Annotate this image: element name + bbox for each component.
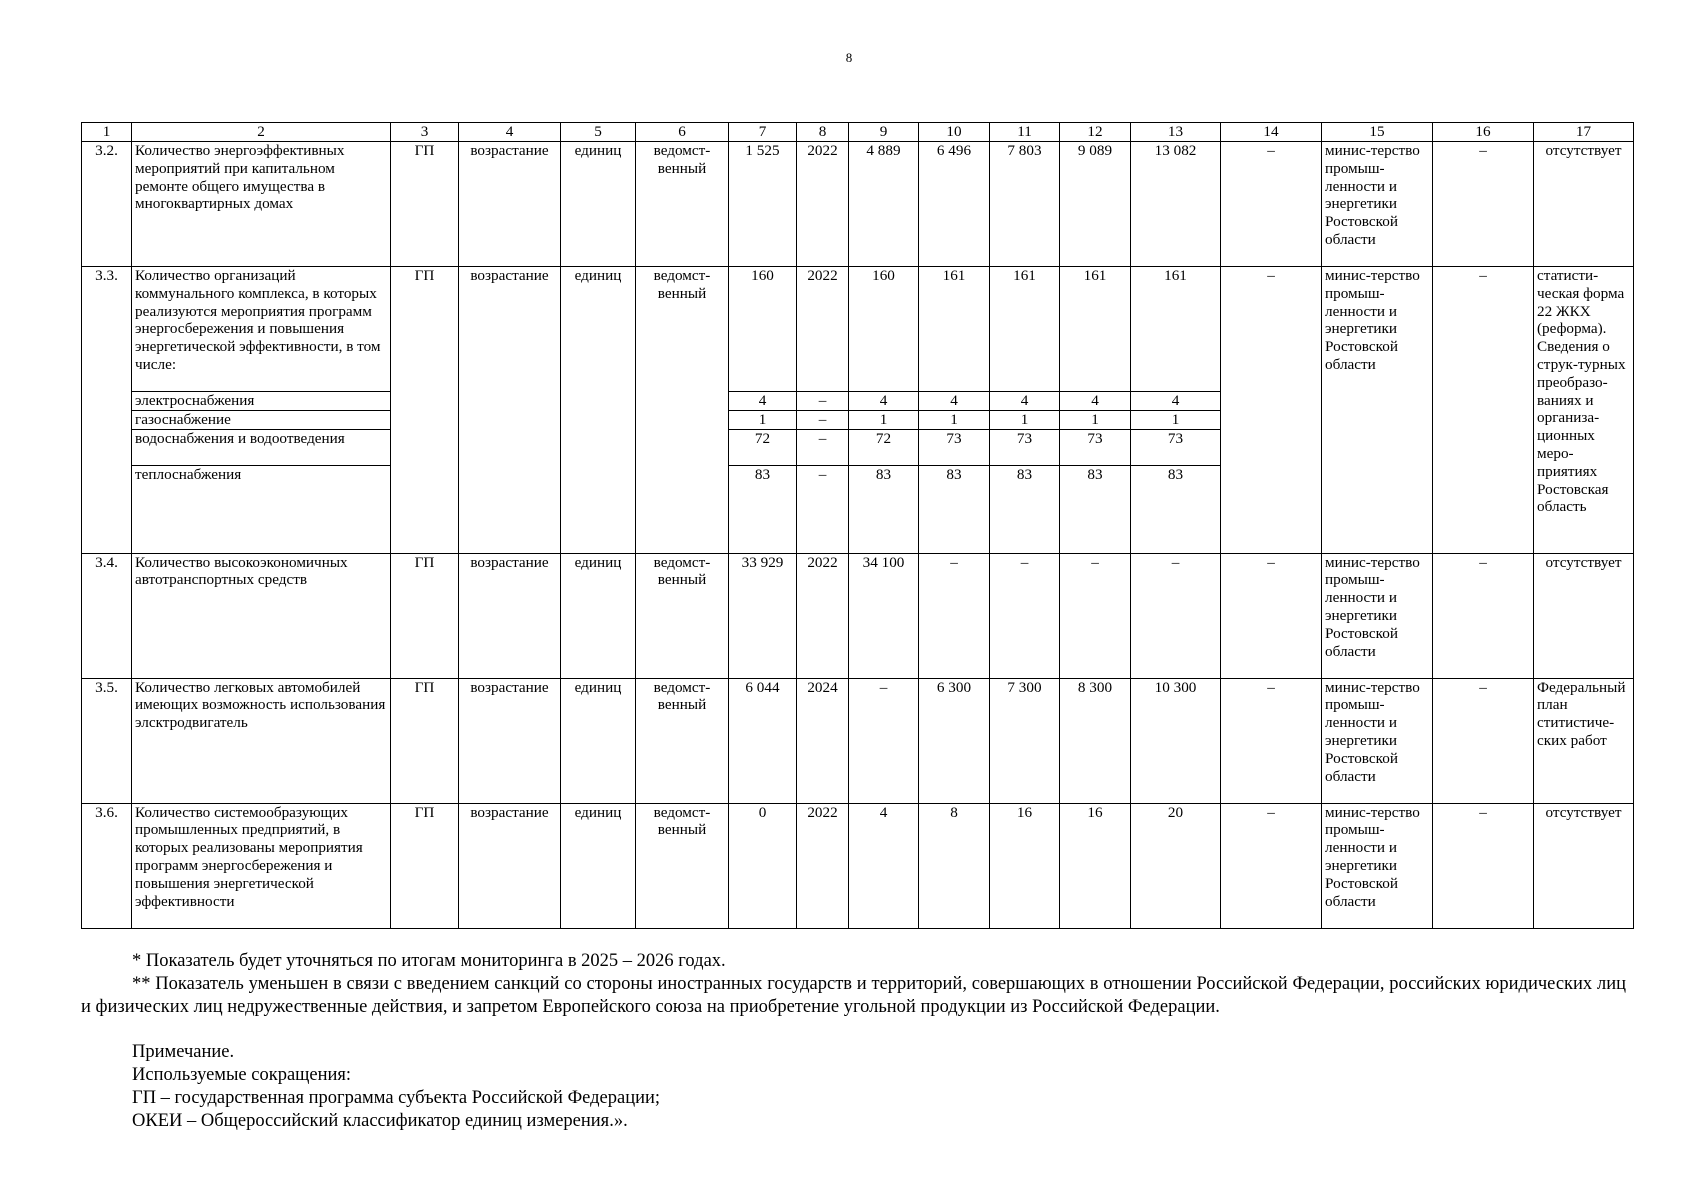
value-cell: 16 — [990, 803, 1060, 928]
column-header: 2 — [132, 123, 391, 142]
trend-cell: возрастание — [459, 267, 561, 554]
responsible-cell: минис-терство промыш-ленности и энергетики Ростовской области — [1322, 267, 1433, 554]
abbreviation-okei: ОКЕИ – Общероссийский классификатор единиц измерения.». — [132, 1111, 628, 1131]
value-cell: 7 803 — [990, 142, 1060, 267]
column-header: 16 — [1433, 123, 1534, 142]
value-cell: 4 889 — [849, 142, 919, 267]
base-value-cell: 0 — [729, 803, 797, 928]
base-value-cell: 6 044 — [729, 678, 797, 803]
level-cell: ГП — [391, 267, 459, 554]
value-cell: 1 — [729, 410, 797, 429]
column-header: 5 — [561, 123, 636, 142]
value-cell: – — [1221, 553, 1322, 678]
unit-cell: единиц — [561, 553, 636, 678]
value-cell: – — [797, 392, 849, 411]
value-cell: 4 — [1060, 392, 1131, 411]
level-cell: ГП — [391, 142, 459, 267]
responsible-cell: минис-терство промыш-ленности и энергетики Ростовской области — [1322, 142, 1433, 267]
value-cell: 1 — [1131, 410, 1221, 429]
remark-title: Примечание. — [132, 1042, 235, 1062]
table-row — [82, 803, 1634, 928]
indicator-name: Количество высокоэкономичных автотранспортных средств — [132, 553, 391, 678]
source-cell: отсутствует — [1534, 553, 1634, 678]
footnote-1: * Показатель будет уточняться по итогам мониторинга в 2025 – 2026 годах. — [132, 951, 726, 971]
subindicator-name: теплоснабжения — [132, 465, 391, 553]
table-row — [82, 142, 1634, 267]
unit-cell: единиц — [561, 678, 636, 803]
value-cell: 83 — [1060, 465, 1131, 553]
value-cell: 4 — [849, 392, 919, 411]
indicator-name: Количество системообразующих промышленных предприятий, в которых реализованы мероприятия программ энергосбережения и повышения энергетической эффективности — [132, 803, 391, 928]
abbreviations-title: Используемые сокращения: — [132, 1065, 352, 1085]
base-year-cell: 2022 — [797, 553, 849, 678]
value-cell: 13 082 — [1131, 142, 1221, 267]
column-header: 12 — [1060, 123, 1131, 142]
column-header: 15 — [1322, 123, 1433, 142]
value-cell: 4 — [1131, 392, 1221, 411]
table-header-row — [82, 123, 1634, 142]
responsible-cell: минис-терство промыш-ленности и энергетики Ростовской области — [1322, 678, 1433, 803]
value-cell: – — [797, 410, 849, 429]
value-cell: 72 — [849, 429, 919, 465]
value-cell: 1 — [990, 410, 1060, 429]
value-cell: 73 — [1131, 429, 1221, 465]
indicator-name: Количество легковых автомобилей имеющих возможность использования элсктродвигатель — [132, 678, 391, 803]
value-cell: 8 300 — [1060, 678, 1131, 803]
type-cell: ведомст-венный — [636, 678, 729, 803]
value-cell: 160 — [849, 267, 919, 392]
value-cell: 8 — [919, 803, 990, 928]
subindicator-name: газоснабжение — [132, 410, 391, 429]
value-cell: 161 — [1060, 267, 1131, 392]
table-row — [82, 678, 1634, 803]
link-cell: – — [1433, 553, 1534, 678]
footnotes — [81, 950, 1626, 1019]
value-cell: – — [797, 465, 849, 553]
column-header: 1 — [82, 123, 132, 142]
column-header: 7 — [729, 123, 797, 142]
footnote-2: ** Показатель уменьшен в связи с введением санкций со стороны иностранных государств и территорий, совершающих в отношении Российской Федерации, российских юридических лиц и физических лиц недружественные действия, и запретом Европейского союза на приобретение угольной продукции из Российской Федерации. — [81, 974, 1626, 1017]
row-number: 3.4. — [82, 553, 132, 678]
row-number: 3.2. — [82, 142, 132, 267]
link-cell: – — [1433, 803, 1534, 928]
value-cell: 4 — [849, 803, 919, 928]
responsible-cell: минис-терство промыш-ленности и энергетики Ростовской области — [1322, 553, 1433, 678]
type-cell: ведомст-венный — [636, 142, 729, 267]
value-cell: 73 — [990, 429, 1060, 465]
value-cell: – — [797, 429, 849, 465]
column-header: 11 — [990, 123, 1060, 142]
value-cell: 20 — [1131, 803, 1221, 928]
link-cell: – — [1433, 267, 1534, 554]
value-cell: – — [1221, 142, 1322, 267]
trend-cell: возрастание — [459, 142, 561, 267]
level-cell: ГП — [391, 803, 459, 928]
type-cell: ведомст-венный — [636, 553, 729, 678]
row-number: 3.3. — [82, 267, 132, 554]
row-number: 3.5. — [82, 678, 132, 803]
value-cell: – — [1131, 553, 1221, 678]
value-cell: – — [1221, 803, 1322, 928]
value-cell: 161 — [919, 267, 990, 392]
indicator-name: Количество организаций коммунального комплекса, в которых реализуются мероприятия программ энергосбережения и повышения энергетической эффективности, в том числе: — [132, 267, 391, 392]
value-cell: 10 300 — [1131, 678, 1221, 803]
table-row — [82, 267, 1634, 392]
value-cell: 83 — [1131, 465, 1221, 553]
table-row — [82, 553, 1634, 678]
indicator-name: Количество энергоэффективных мероприятий при капитальном ремонте общего имущества в многоквартирных домах — [132, 142, 391, 267]
column-header: 8 — [797, 123, 849, 142]
trend-cell: возрастание — [459, 678, 561, 803]
value-cell: 83 — [849, 465, 919, 553]
base-value-cell: 33 929 — [729, 553, 797, 678]
value-cell: 83 — [729, 465, 797, 553]
remarks — [81, 1041, 1626, 1133]
trend-cell: возрастание — [459, 803, 561, 928]
unit-cell: единиц — [561, 267, 636, 554]
value-cell: 7 300 — [990, 678, 1060, 803]
value-cell: – — [849, 678, 919, 803]
value-cell: 161 — [990, 267, 1060, 392]
column-header: 6 — [636, 123, 729, 142]
value-cell: 1 — [849, 410, 919, 429]
type-cell: ведомст-венный — [636, 267, 729, 554]
base-year-cell: 2022 — [797, 267, 849, 392]
value-cell: 83 — [990, 465, 1060, 553]
base-value-cell: 1 525 — [729, 142, 797, 267]
responsible-cell: минис-терство промыш-ленности и энергетики Ростовской области — [1322, 803, 1433, 928]
base-year-cell: 2022 — [797, 803, 849, 928]
subindicator-name: водоснабжения и водоотведения — [132, 429, 391, 465]
source-cell: отсутствует — [1534, 142, 1634, 267]
value-cell: 1 — [1060, 410, 1131, 429]
value-cell: 4 — [919, 392, 990, 411]
link-cell: – — [1433, 142, 1534, 267]
value-cell: 9 089 — [1060, 142, 1131, 267]
source-cell: статисти-ческая форма 22 ЖКХ (реформа). Сведения о струк-турных преобразо-ваниях и организа-ционных меро-приятиях Ростовская область — [1534, 267, 1634, 554]
page-number: 8 — [845, 50, 853, 65]
value-cell: 6 496 — [919, 142, 990, 267]
value-cell: – — [919, 553, 990, 678]
level-cell: ГП — [391, 678, 459, 803]
unit-cell: единиц — [561, 803, 636, 928]
unit-cell: единиц — [561, 142, 636, 267]
column-header: 3 — [391, 123, 459, 142]
indicators-table — [81, 122, 1634, 929]
value-cell: 16 — [1060, 803, 1131, 928]
value-cell: 161 — [1131, 267, 1221, 392]
column-header: 17 — [1534, 123, 1634, 142]
value-cell: 4 — [990, 392, 1060, 411]
column-header: 9 — [849, 123, 919, 142]
abbreviation-gp: ГП – государственная программа субъекта Российской Федерации; — [132, 1088, 661, 1108]
value-cell: 6 300 — [919, 678, 990, 803]
value-cell: 83 — [919, 465, 990, 553]
column-header: 14 — [1221, 123, 1322, 142]
type-cell: ведомст-венный — [636, 803, 729, 928]
base-year-cell: 2022 — [797, 142, 849, 267]
base-value-cell: 160 — [729, 267, 797, 392]
link-cell: – — [1433, 678, 1534, 803]
base-year-cell: 2024 — [797, 678, 849, 803]
value-cell: – — [1060, 553, 1131, 678]
column-header: 13 — [1131, 123, 1221, 142]
value-cell: 72 — [729, 429, 797, 465]
source-cell: Федеральный план ститистиче-ских работ — [1534, 678, 1634, 803]
source-cell: отсутствует — [1534, 803, 1634, 928]
column-header: 10 — [919, 123, 990, 142]
value-cell: 34 100 — [849, 553, 919, 678]
value-cell: 4 — [729, 392, 797, 411]
value-cell: 73 — [919, 429, 990, 465]
value-cell: 73 — [1060, 429, 1131, 465]
trend-cell: возрастание — [459, 553, 561, 678]
value-cell: 1 — [919, 410, 990, 429]
column-header: 4 — [459, 123, 561, 142]
value-cell: – — [990, 553, 1060, 678]
row-number: 3.6. — [82, 803, 132, 928]
level-cell: ГП — [391, 553, 459, 678]
value-cell: – — [1221, 267, 1322, 554]
subindicator-name: электроснабжения — [132, 392, 391, 411]
value-cell: – — [1221, 678, 1322, 803]
